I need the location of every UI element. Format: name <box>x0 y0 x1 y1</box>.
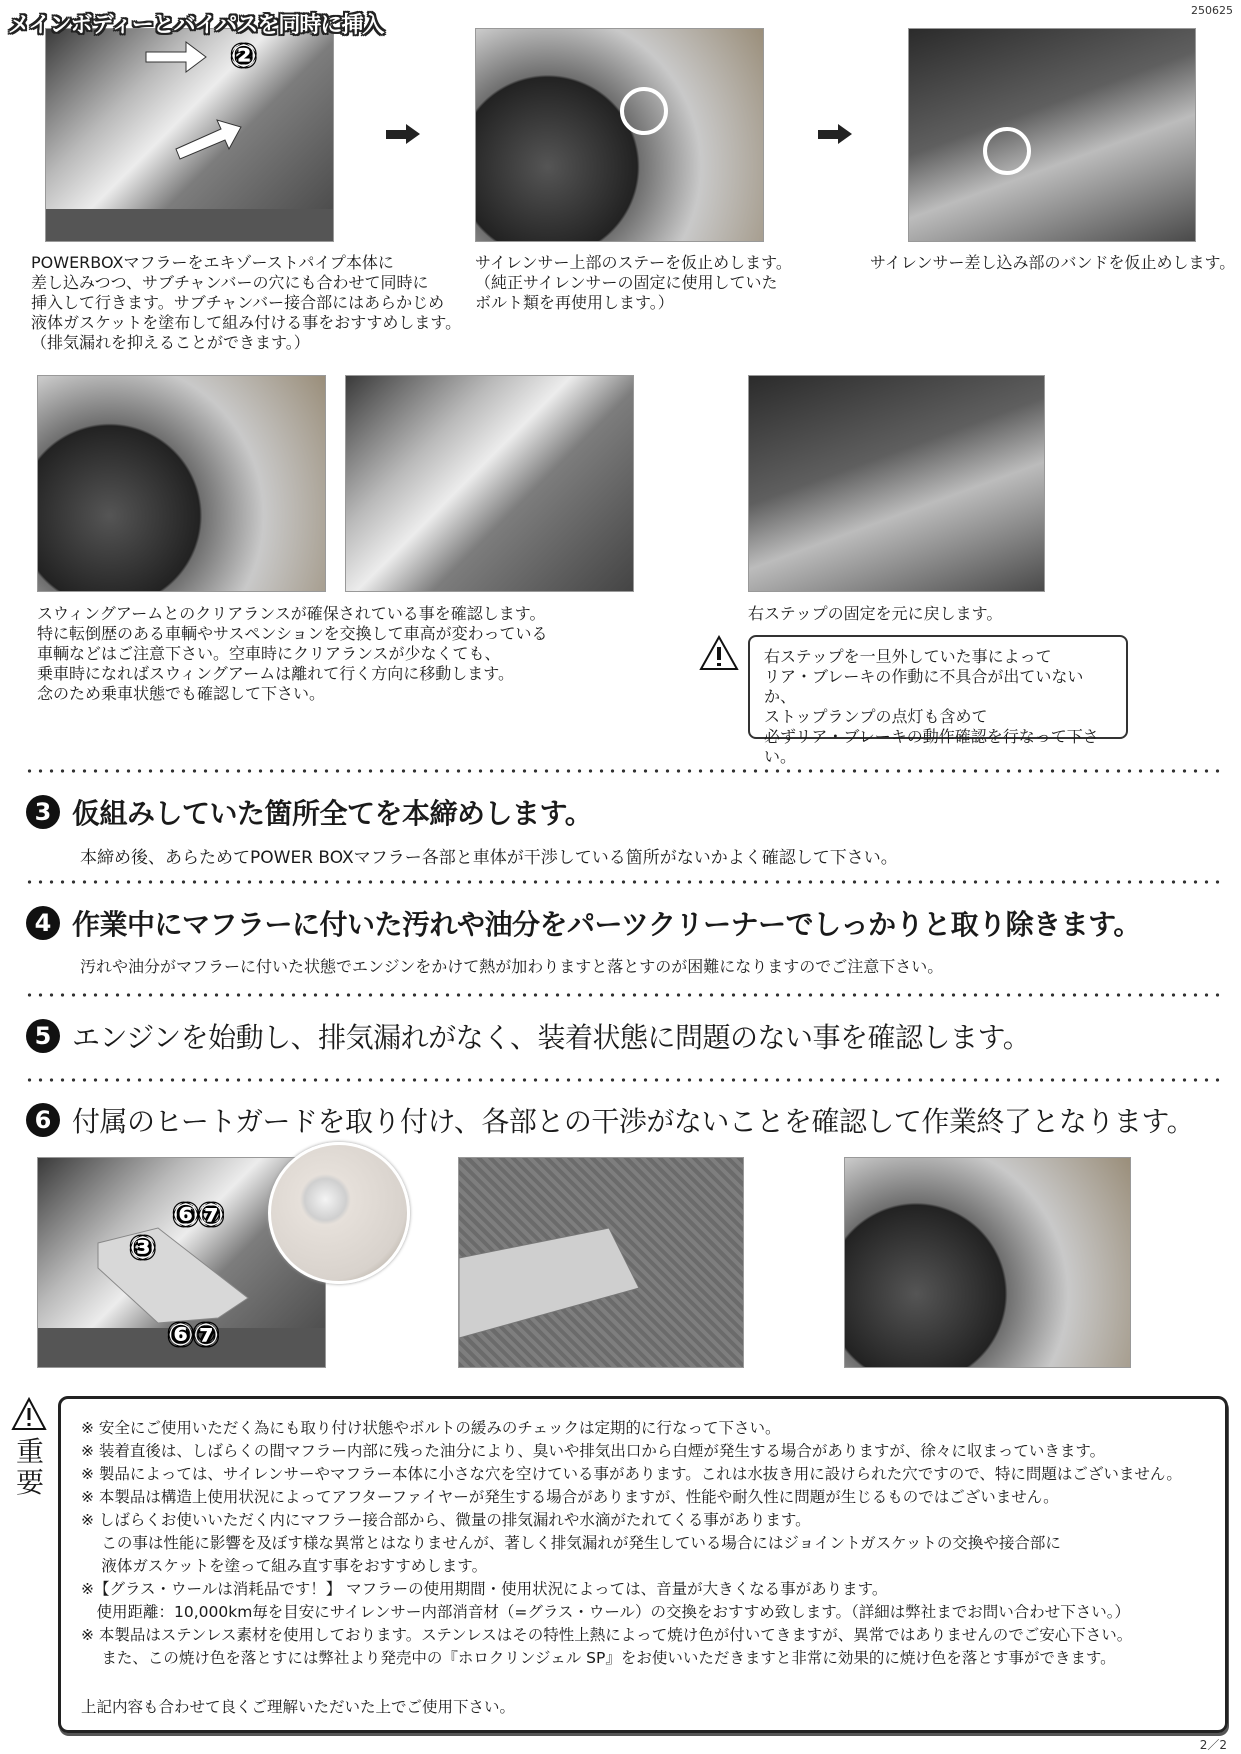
important-notes: ※ 安全にご使用いただく為にも取り付け状態やボルトの緩みのチェックは定期的に行なって下さい。 ※ 装着直後は、しばらくの間マフラー内部に残った油分により、臭いや排気出口から白煙が発生する場合がありますが、徐々に収まっていきます。 ※ 製品によっては、サイレンサーやマフラー本体に小さな穴を空けている事があります。これは水抜き用に設けられた穴ですので、特に問題はございません。 ※ 本製品は構造上使用状況によってアフターファイヤーが発生する場合がありますが、性能や耐久性に問題が生じるものではございません。 ※ しばらくお使いいただく内にマフラー接合部から、微量の排気漏れや水滴がたれてくる事があります。 この事は性能に影響を及ぼす様な異常とはなりませんが、著しく排気漏れが発生している場合にはジョイントガスケットの交換や接合部に 液体ガスケットを塗って組み直す事をおすすめします。 ※【グラス・ウールは消耗品です！】 マフラーの使用期間・使用状況によっては、音量が大きくなる事があります。 使用距離：10,000km毎を目安にサイレンサー内部消音材（=グラス・ウール）の交換をおすすめ致します。（詳細は弊社までお問い合わせ下さい。） ※ 本製品はステンレス素材を使用しております。ステンレスはその特性上熱によって焼け色が付いてきますが、異常ではありませんのでご安心下さい。 また、この焼け色を落とすには弊社より発売中の『ホロクリンジェル SP』をお使いいただきますと非常に効果的に焼け色を落とす事ができます。 <box>81 1419 1182 1667</box>
caption-insert: POWERBOXマフラーをエキゾーストパイプ本体に 差し込みつつ、サブチャンバーの穴にも合わせて同時に 挿入して行きます。サブチャンバー接合部にはあらかじめ 液体ガスケットを塗布して組み付ける事をおすすめします。 （排気漏れを抑えることができます。） <box>31 253 462 352</box>
dotted-divider <box>24 1078 1224 1082</box>
step-description: 汚れや油分がマフラーに付いた状態でエンジンをかけて熱が加わりますと落とすのが困難になりますのでご注意下さい。 <box>80 957 944 976</box>
step-title: 付属のヒートガードを取り付け、各部との干渉がないことを確認して作業終了となります。 <box>72 1105 1195 1138</box>
step-title: 作業中にマフラーに付いた汚れや油分をパーツクリーナーでしっかりと取り除きます。 <box>72 908 1141 941</box>
step-3 <box>26 792 592 832</box>
important-notes-box <box>58 1396 1228 1733</box>
document-code: 250625 <box>1191 4 1233 17</box>
highlight-circle-icon <box>476 29 763 241</box>
section-title: メインボディーとバイパスを同時に挿入 <box>8 13 384 38</box>
step-number-badge: 5 <box>26 1019 60 1053</box>
photo-right-step <box>748 375 1045 592</box>
insert-arrows-icon <box>46 29 333 241</box>
warning-icon <box>699 635 739 671</box>
callout-numbers: ⑥⑦ <box>168 1318 219 1353</box>
dotted-divider <box>24 769 1224 773</box>
photo-swingarm-clearance <box>37 375 326 592</box>
silencer-shape <box>459 1158 743 1367</box>
caption-band: サイレンサー差し込み部のバンドを仮止めします。 <box>870 253 1236 272</box>
callout-number: ② <box>231 39 257 74</box>
warning-icon <box>11 1397 47 1431</box>
bolt-closeup-inset <box>268 1142 410 1284</box>
step-number-badge: 6 <box>26 1103 60 1137</box>
photo-heat-guard-rear <box>458 1157 744 1368</box>
step-6 <box>26 1100 1194 1140</box>
step-4 <box>26 903 1141 943</box>
brake-warning-text: 右ステップを一旦外していた事によって リア・ブレーキの作動に不具合が出ていないか、 ストップランプの点灯も含めて 必ずリア・ブレーキの動作確認を行なって下さい。 <box>764 647 1099 766</box>
closing-note: 上記内容も合わせて良くご理解いただいた上でご使用下さい。 <box>81 1698 516 1716</box>
caption-stay: サイレンサー上部のステーを仮止めします。 （純正サイレンサーの固定に使用していた ボルト類を再使用します。） <box>475 253 792 312</box>
step-number-badge: 4 <box>26 906 60 940</box>
step-description: 本締め後、あらためてPOWER BOXマフラー各部と車体が干渉している箇所がないかよく確認して下さい。 <box>80 848 898 868</box>
step-number-badge: 3 <box>26 795 60 829</box>
photo-insert-muffler <box>45 28 334 242</box>
brake-warning-box <box>748 635 1128 766</box>
caption-clearance: スウィングアームとのクリアランスが確保されている事を確認します。 特に転倒歴のある車輌やサスペンションを交換して車高が変わっている 車輌などはご注意下さい。空車時にクリアランスが少なくても、 乗車時になればスウィングアームは離れて行く方向に移動します。 念のため乗車状態でも確認して下さい。 <box>37 604 548 703</box>
step-5 <box>26 1016 1030 1056</box>
page-number: 2／2 <box>1199 1738 1227 1752</box>
caption-right-step: 右ステップの固定を元に戻します。 <box>748 604 1003 623</box>
photo-silencer-stay <box>475 28 764 242</box>
dotted-divider <box>24 880 1224 884</box>
dotted-divider <box>24 993 1224 997</box>
callout-number: ③ <box>130 1231 156 1266</box>
highlight-circle-icon <box>909 29 1195 241</box>
photo-silencer-band <box>908 28 1196 242</box>
important-label: 重 要 <box>15 1435 44 1499</box>
photo-finished-install <box>844 1157 1131 1368</box>
photo-clearance-detail <box>345 375 634 592</box>
callout-numbers: ⑥⑦ <box>173 1198 224 1233</box>
step-title: 仮組みしていた箇所全てを本締めします。 <box>72 797 593 830</box>
step-title: エンジンを始動し、排気漏れがなく、装着状態に問題のない事を確認します。 <box>72 1021 1031 1054</box>
